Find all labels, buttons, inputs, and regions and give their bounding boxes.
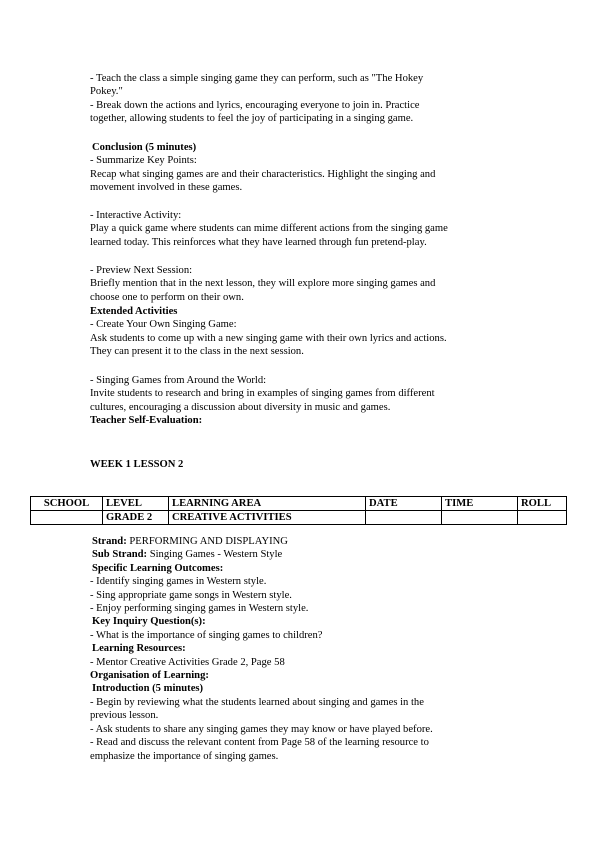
cell-school: [31, 511, 103, 525]
cell-learning-area: CREATIVE ACTIVITIES: [169, 511, 366, 525]
outcome-item: - Enjoy performing singing games in Western style.: [90, 603, 309, 615]
text-line: - Break down the actions and lyrics, encouraging everyone to join in. Practice: [90, 99, 420, 111]
strand-label: Strand:: [92, 536, 127, 547]
outcome-item: - Identify singing games in Western style.: [90, 576, 267, 588]
text-line: - Begin by reviewing what the students learned about singing and games in the: [90, 696, 424, 708]
world-singing-games: [90, 374, 510, 428]
text-line: emphasize the importance of singing games.: [90, 750, 279, 762]
text-line: Invite students to research and bring in examples of singing games from different: [90, 388, 435, 400]
extended-heading: Extended Activities: [90, 306, 178, 317]
inquiry-item: - What is the importance of singing games to children?: [90, 629, 323, 641]
extended-activities-section: [90, 305, 510, 359]
cell-roll: [518, 511, 567, 525]
cell-level: GRADE 2: [103, 511, 169, 525]
outcomes-heading: Specific Learning Outcomes:: [92, 562, 224, 574]
header-time: TIME: [442, 497, 518, 511]
conclusion-section: [90, 141, 510, 195]
cell-date: [366, 511, 442, 525]
activity-section: [90, 72, 510, 126]
resources-heading: Learning Resources:: [92, 643, 186, 655]
lesson-info-table: [30, 496, 567, 525]
text-line: Ask students to come up with a new singing game with their own lyrics and actions.: [90, 332, 447, 344]
text-line: - Ask students to share any singing games they may know or have played before.: [90, 723, 433, 735]
world-label: - Singing Games from Around the World:: [90, 375, 267, 386]
header-school: SCHOOL: [31, 497, 103, 511]
header-level: LEVEL: [103, 497, 169, 511]
cell-time: [442, 511, 518, 525]
strand-line: [90, 535, 510, 548]
lesson-heading: WEEK 1 LESSON 2: [90, 459, 184, 470]
text-line: Pokey.": [90, 86, 123, 98]
header-roll: ROLL: [518, 497, 567, 511]
organisation-heading: Organisation of Learning:: [90, 670, 209, 682]
text-line: Recap what singing games are and their characteristics. Highlight the singing and: [90, 168, 436, 180]
text-line: learned today. This reinforces what they have learned through fun pretend-play.: [90, 236, 427, 248]
text-line: Play a quick game where students can mime different actions from the singing game: [90, 223, 448, 235]
table-header-row: [31, 497, 567, 511]
outcome-item: - Sing appropriate game songs in Western style.: [90, 589, 292, 601]
text-line: together, allowing students to feel the joy of participating in a singing game.: [90, 113, 414, 125]
lesson-heading-block: [90, 458, 510, 471]
text-line: Briefly mention that in the next lesson, they will explore more singing games and: [90, 278, 436, 290]
interactive-activity: [90, 209, 510, 249]
resource-item: - Mentor Creative Activities Grade 2, Page 58: [90, 656, 285, 668]
text-line: They can present it to the class in the next session.: [90, 346, 304, 358]
strand-value: PERFORMING AND DISPLAYING: [129, 536, 288, 547]
preview-next-session: [90, 264, 510, 304]
text-line: - Teach the class a simple singing game they can perform, such as "The Hokey: [90, 73, 424, 84]
text-line: previous lesson.: [90, 710, 159, 722]
introduction-heading: Introduction (5 minutes): [92, 683, 204, 695]
header-learning-area: LEARNING AREA: [169, 497, 366, 511]
text-line: choose one to perform on their own.: [90, 291, 244, 303]
text-line: movement involved in these games.: [90, 182, 243, 194]
substrand-line: [90, 548, 510, 561]
lesson-details: [90, 535, 510, 763]
text-line: - Read and discuss the relevant content from Page 58 of the learning resource to: [90, 737, 429, 749]
create-label: - Create Your Own Singing Game:: [90, 319, 237, 331]
header-date: DATE: [366, 497, 442, 511]
self-evaluation-heading: Teacher Self-Evaluation:: [90, 415, 203, 427]
preview-label: - Preview Next Session:: [90, 265, 193, 276]
interactive-label: - Interactive Activity:: [90, 210, 182, 221]
conclusion-heading: Conclusion (5 minutes): [92, 142, 197, 153]
inquiry-heading: Key Inquiry Question(s):: [92, 616, 206, 628]
summarize-label: - Summarize Key Points:: [90, 155, 197, 167]
text-line: cultures, encouraging a discussion about diversity in music and games.: [90, 401, 391, 413]
table-row: [31, 511, 567, 525]
substrand-value: Singing Games - Western Style: [149, 549, 283, 561]
substrand-label: Sub Strand:: [92, 549, 148, 561]
